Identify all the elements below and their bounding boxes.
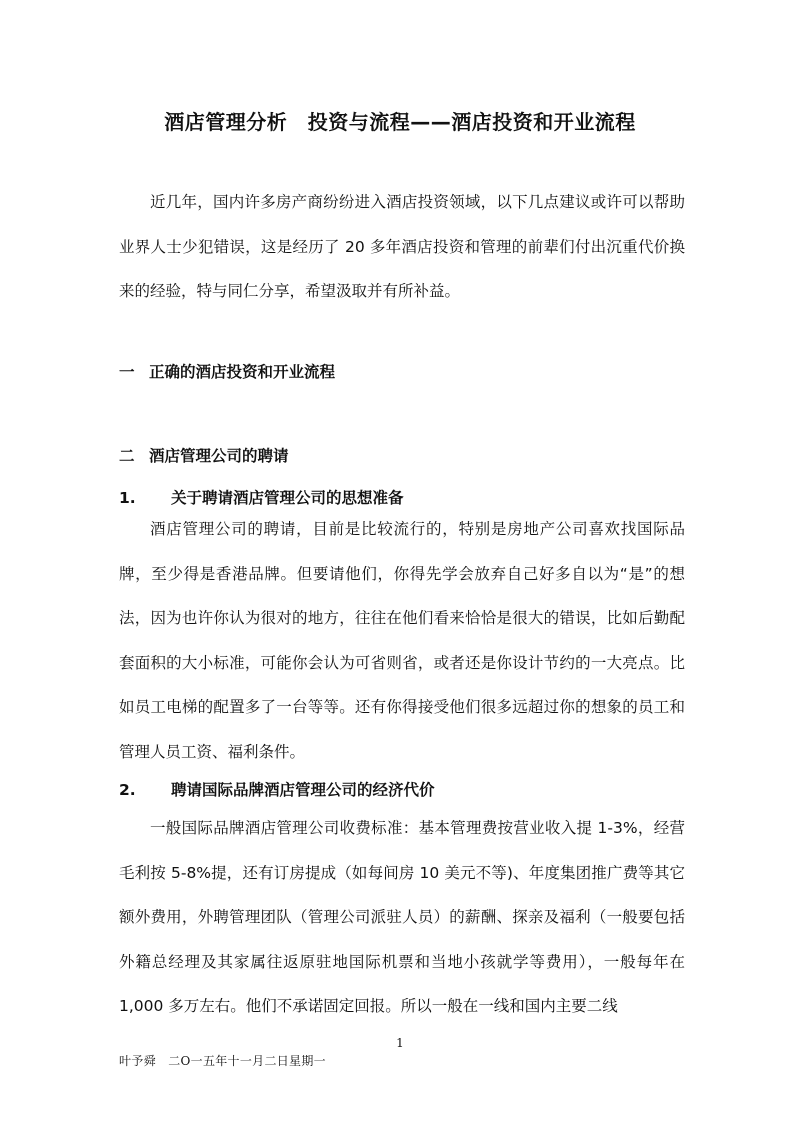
section-heading-1 — [119, 360, 685, 382]
section-title: 正确的酒店投资和开业流程 — [149, 363, 336, 381]
subsection-heading-1 — [119, 486, 685, 508]
section-number: 一 — [119, 363, 135, 381]
subsection-title: 聘请国际品牌酒店管理公司的经济代价 — [171, 781, 435, 799]
subsection-number: 1. — [119, 489, 136, 507]
subsection-1-paragraph: 酒店管理公司的聘请，目前是比较流行的，特别是房地产公司喜欢找国际品牌，至少得是香港品牌。但要请他们，你得先学会放弃自己好多自以为“是”的想法，因为也许你认为很对的地方，往往在他们看来恰恰是很大的错误，比如后勤配套面积的大小标准，可能你会认为可省则省，或者还是你设计节约的一大亮点。比如员工电梯的配置多了一台等等。还有你得接受他们很多远超过你的想象的员工和管理人员工资、福利条件。 — [119, 520, 685, 761]
section-number: 二 — [119, 447, 135, 465]
footer-author-date: 叶予舜 二O一五年十一月二日星期一 — [119, 1054, 326, 1068]
intro-paragraph: 近几年，国内许多房产商纷纷进入酒店投资领域，以下几点建议或许可以帮助业界人士少犯错误，这是经历了 20 多年酒店投资和管理的前辈们付出沉重代价换来的经验，特与同仁分享，希望汲取并有所补益。 — [119, 193, 685, 300]
subsection-2-paragraph: 一般国际品牌酒店管理公司收费标准：基本管理费按营业收入提 1-3%，经营毛利按 5-8%提，还有订房提成（如每间房 10 美元不等)、年度集团推广费等其它额外费用，外聘管理团队（管理公司派驻人员）的薪酬、探亲及福利（一般要包括外籍总经理及其家属往返原驻地国际机票和当地小孩就学等费用），一般每年在 1,000 多万左右。他们不承诺固定回报。所以一般在一线和国内主要二线 — [119, 819, 685, 1015]
section-heading-2 — [119, 444, 685, 466]
document-title: 酒店管理分析 投资与流程——酒店投资和开业流程 — [164, 110, 636, 134]
subsection-number: 2. — [119, 781, 136, 799]
section-title: 酒店管理公司的聘请 — [149, 447, 289, 465]
subsection-heading-2 — [119, 778, 685, 800]
subsection-title: 关于聘请酒店管理公司的思想准备 — [171, 489, 404, 507]
page-number: 1 — [396, 1036, 404, 1050]
